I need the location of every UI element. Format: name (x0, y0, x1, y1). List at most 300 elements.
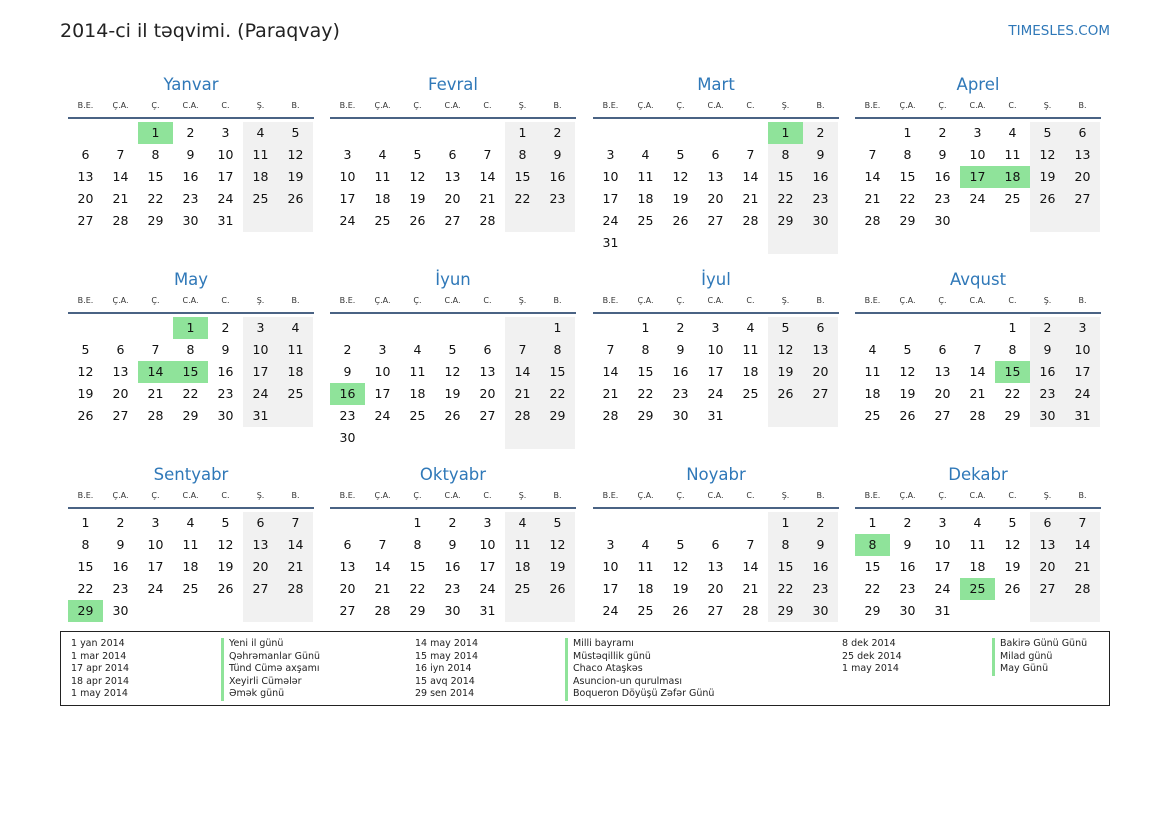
day-cell: 20 (707, 191, 724, 206)
day-cell: 12 (77, 364, 94, 379)
holiday-name: Asuncion-un qurulması (565, 676, 682, 689)
month-3 (593, 74, 839, 254)
empty-cell (138, 600, 173, 622)
day-cell: 17 (934, 559, 951, 574)
empty-cell (278, 405, 313, 427)
day-cell: 18 (278, 361, 313, 383)
day-cell: 29 (540, 405, 575, 427)
day-grid (855, 317, 1100, 427)
day-cell: 11 (505, 534, 540, 556)
day-cell: 7 (278, 512, 313, 534)
empty-cell (505, 600, 540, 622)
weekday-label: Ç.A. (899, 101, 916, 110)
day-cell: 12 (768, 339, 803, 361)
day-cell: 28 (1065, 578, 1100, 600)
day-cell: 5 (278, 122, 313, 144)
holiday-date: 1 may 2014 (71, 688, 128, 699)
day-cell: 3 (973, 125, 982, 140)
day-cell: 6 (483, 342, 492, 357)
day-cell: 19 (409, 191, 426, 206)
day-cell: 20 (934, 386, 951, 401)
day-cell: 2 (676, 320, 685, 335)
day-cell: 22 (768, 188, 803, 210)
day-cell: 11 (637, 169, 654, 184)
empty-cell (278, 600, 313, 622)
day-cell: 17 (1065, 361, 1100, 383)
empty-cell (698, 232, 733, 254)
month-10 (330, 464, 576, 622)
weekday-label: Ç.A. (374, 491, 391, 500)
month-name: İyun (435, 270, 471, 289)
day-cell: 13 (1030, 534, 1065, 556)
day-cell: 10 (147, 537, 164, 552)
day-cell: 21 (864, 191, 881, 206)
weekday-label: Ş. (518, 296, 527, 305)
day-cell: 5 (540, 512, 575, 534)
month-12 (855, 464, 1101, 622)
empty-cell (278, 210, 313, 232)
empty-cell (208, 600, 243, 622)
empty-cell (960, 600, 995, 622)
legend-row (71, 676, 320, 689)
day-cell: 12 (278, 144, 313, 166)
day-cell: 12 (409, 169, 426, 184)
empty-cell (593, 317, 628, 339)
day-cell: 9 (1030, 339, 1065, 361)
weekday-label: Ç.A. (112, 101, 129, 110)
weekday-label: C.A. (444, 296, 461, 305)
day-cell: 26 (77, 408, 94, 423)
month-name: Sentyabr (153, 465, 229, 484)
day-cell: 27 (77, 213, 94, 228)
empty-cell (540, 600, 575, 622)
holiday-name: Boqueron Döyüşü Zəfər Günü (565, 688, 714, 701)
legend-row (415, 651, 714, 664)
empty-cell (400, 122, 435, 144)
day-cell: 2 (116, 515, 125, 530)
day-cell: 28 (147, 408, 164, 423)
day-cell: 13 (112, 364, 129, 379)
weekday-header (330, 98, 576, 119)
day-cell: 12 (217, 537, 234, 552)
weekday-label: Ş. (781, 101, 790, 110)
day-cell: 14 (969, 364, 986, 379)
day-cell: 18 (864, 386, 881, 401)
month-name: Aprel (956, 75, 1000, 94)
day-cell: 17 (374, 386, 391, 401)
legend-row (415, 688, 714, 701)
day-cell: 16 (217, 364, 234, 379)
day-cell: 24 (217, 191, 234, 206)
day-cell: 13 (707, 169, 724, 184)
empty-cell (68, 122, 103, 144)
month-name: May (173, 270, 209, 289)
day-cell: 21 (112, 191, 129, 206)
weekday-label: Ş. (256, 491, 265, 500)
month-5 (68, 269, 314, 427)
day-cell: 25 (409, 408, 426, 423)
day-cell: 1 (413, 515, 422, 530)
day-cell: 12 (672, 169, 689, 184)
holiday-day-cell: 14 (138, 361, 173, 383)
weekday-header (593, 488, 839, 509)
day-cell: 4 (378, 147, 387, 162)
weekday-label: B. (816, 491, 825, 500)
day-cell: 18 (505, 556, 540, 578)
weekday-label: Ş. (518, 491, 527, 500)
day-cell: 25 (243, 188, 278, 210)
day-cell: 19 (768, 361, 803, 383)
holiday-name: Yeni il günü (221, 638, 283, 651)
day-cell: 22 (182, 386, 199, 401)
weekday-header (855, 293, 1101, 314)
weekday-label: C. (746, 491, 755, 500)
day-cell: 26 (217, 581, 234, 596)
day-cell: 29 (768, 600, 803, 622)
day-cell: 20 (1030, 556, 1065, 578)
weekday-label: C. (1008, 296, 1017, 305)
day-cell: 28 (742, 603, 759, 618)
day-cell: 8 (413, 537, 422, 552)
day-cell: 5 (221, 515, 230, 530)
weekday-label: B.E. (602, 296, 619, 305)
holiday-day-cell: 16 (330, 383, 365, 405)
holiday-name: Müstəqillik günü (565, 651, 651, 664)
day-cell: 5 (1030, 122, 1065, 144)
empty-cell (960, 210, 995, 232)
holiday-name: Chaco Ataşkəs (565, 663, 643, 676)
day-cell: 10 (602, 559, 619, 574)
empty-cell (803, 405, 838, 427)
empty-cell (540, 427, 575, 449)
day-cell: 21 (505, 383, 540, 405)
day-cell: 30 (803, 600, 838, 622)
day-cell: 28 (602, 408, 619, 423)
weekday-label: C.A. (182, 101, 199, 110)
day-cell: 30 (217, 408, 234, 423)
day-cell: 15 (77, 559, 94, 574)
day-cell: 3 (243, 317, 278, 339)
day-grid (68, 317, 313, 427)
day-cell: 11 (742, 342, 759, 357)
day-cell: 6 (243, 512, 278, 534)
day-cell: 12 (444, 364, 461, 379)
weekday-label: B. (553, 101, 562, 110)
day-cell: 5 (903, 342, 912, 357)
day-cell: 10 (969, 147, 986, 162)
holiday-date: 15 may 2014 (415, 650, 479, 662)
day-cell: 18 (637, 581, 654, 596)
day-cell: 23 (112, 581, 129, 596)
weekday-label: C.A. (969, 296, 986, 305)
day-cell: 22 (864, 581, 881, 596)
day-cell: 14 (602, 364, 619, 379)
day-cell: 22 (540, 383, 575, 405)
weekday-label: Ç. (151, 491, 160, 500)
day-cell: 24 (934, 581, 951, 596)
day-cell: 29 (147, 213, 164, 228)
month-name: Avqust (949, 270, 1007, 289)
weekday-header (330, 488, 576, 509)
weekday-label: B. (1078, 296, 1087, 305)
holiday-date: 29 sen 2014 (415, 688, 475, 699)
day-cell: 16 (803, 166, 838, 188)
weekday-label: B. (1078, 101, 1087, 110)
day-cell: 3 (606, 537, 615, 552)
day-cell: 1 (868, 515, 877, 530)
empty-cell (435, 122, 470, 144)
weekday-label: Ç. (151, 101, 160, 110)
day-cell: 14 (1065, 534, 1100, 556)
empty-cell (855, 317, 890, 339)
day-cell: 14 (479, 169, 496, 184)
empty-cell (330, 317, 365, 339)
empty-cell (593, 122, 628, 144)
day-cell: 25 (278, 383, 313, 405)
empty-cell (733, 512, 768, 534)
day-cell: 24 (339, 213, 356, 228)
day-cell: 7 (1065, 512, 1100, 534)
day-cell: 8 (903, 147, 912, 162)
day-cell: 29 (768, 210, 803, 232)
day-cell: 22 (899, 191, 916, 206)
weekday-label: C.A. (444, 491, 461, 500)
weekday-label: Ç.A. (637, 491, 654, 500)
day-cell: 9 (186, 147, 195, 162)
day-cell: 22 (1004, 386, 1021, 401)
weekday-label: B. (1078, 491, 1087, 500)
day-cell: 16 (899, 559, 916, 574)
day-cell: 19 (1004, 559, 1021, 574)
weekday-label: B.E. (77, 296, 94, 305)
day-cell: 7 (151, 342, 160, 357)
day-cell: 7 (116, 147, 125, 162)
weekday-label: C. (746, 296, 755, 305)
day-cell: 3 (483, 515, 492, 530)
day-cell: 6 (81, 147, 90, 162)
weekday-label: B.E. (864, 101, 881, 110)
day-cell: 4 (973, 515, 982, 530)
legend-row (415, 663, 714, 676)
day-cell: 30 (444, 603, 461, 618)
weekday-header (330, 293, 576, 314)
day-cell: 4 (413, 342, 422, 357)
day-cell: 9 (221, 342, 230, 357)
day-cell: 30 (672, 408, 689, 423)
day-cell: 24 (374, 408, 391, 423)
day-cell: 10 (374, 364, 391, 379)
day-cell: 14 (112, 169, 129, 184)
weekday-header (855, 98, 1101, 119)
day-cell: 4 (278, 317, 313, 339)
day-cell: 27 (339, 603, 356, 618)
day-cell: 26 (409, 213, 426, 228)
day-cell: 23 (182, 191, 199, 206)
day-cell: 20 (479, 386, 496, 401)
day-cell: 25 (637, 603, 654, 618)
day-cell: 26 (768, 383, 803, 405)
holiday-date: 1 may 2014 (842, 663, 899, 674)
legend-row (71, 688, 320, 701)
day-cell: 25 (742, 386, 759, 401)
weekday-label: B.E. (77, 491, 94, 500)
holiday-day-cell: 18 (995, 166, 1030, 188)
holiday-date: 25 dek 2014 (842, 650, 902, 662)
day-cell: 30 (1030, 405, 1065, 427)
empty-cell (1030, 600, 1065, 622)
day-cell: 1 (505, 122, 540, 144)
weekday-label: Ç.A. (374, 296, 391, 305)
day-cell: 18 (374, 191, 391, 206)
day-grid (330, 122, 575, 232)
day-cell: 6 (938, 342, 947, 357)
day-cell: 13 (77, 169, 94, 184)
holiday-day-cell: 8 (855, 534, 890, 556)
day-cell: 9 (676, 342, 685, 357)
weekday-label: C.A. (707, 101, 724, 110)
empty-cell (628, 122, 663, 144)
holiday-legend (60, 631, 1110, 706)
empty-cell (663, 122, 698, 144)
holiday-date: 17 apr 2014 (71, 663, 130, 674)
weekday-label: C.A. (707, 296, 724, 305)
day-cell: 8 (540, 339, 575, 361)
empty-cell (698, 122, 733, 144)
day-cell: 15 (768, 556, 803, 578)
month-9 (68, 464, 314, 622)
weekday-header (68, 98, 314, 119)
day-cell: 1 (540, 317, 575, 339)
weekday-label: B. (553, 491, 562, 500)
day-cell: 6 (343, 537, 352, 552)
month-8 (855, 269, 1101, 427)
weekday-label: C. (221, 101, 230, 110)
day-cell: 17 (707, 364, 724, 379)
day-cell: 11 (969, 537, 986, 552)
weekday-label: B.E. (77, 101, 94, 110)
day-cell: 7 (746, 537, 755, 552)
holiday-name: Xeyirli Cümələr (221, 676, 302, 689)
weekday-label: B. (816, 296, 825, 305)
empty-cell (330, 512, 365, 534)
empty-cell (540, 210, 575, 232)
empty-cell (400, 317, 435, 339)
holiday-date: 1 mar 2014 (71, 650, 127, 662)
weekday-label: Ş. (781, 491, 790, 500)
day-cell: 19 (1030, 166, 1065, 188)
day-cell: 17 (147, 559, 164, 574)
weekday-label: C. (1008, 101, 1017, 110)
day-grid (593, 317, 838, 427)
weekday-label: Ç. (938, 101, 947, 110)
day-cell: 16 (182, 169, 199, 184)
month-6 (330, 269, 576, 449)
day-cell: 17 (602, 191, 619, 206)
day-cell: 19 (672, 581, 689, 596)
day-cell: 18 (182, 559, 199, 574)
day-cell: 3 (1065, 317, 1100, 339)
day-cell: 29 (182, 408, 199, 423)
day-cell: 6 (711, 537, 720, 552)
day-cell: 29 (899, 213, 916, 228)
day-cell: 22 (637, 386, 654, 401)
day-cell: 6 (1030, 512, 1065, 534)
day-cell: 17 (243, 361, 278, 383)
weekday-label: Ç. (413, 296, 422, 305)
day-cell: 4 (243, 122, 278, 144)
weekday-label: Ş. (518, 101, 527, 110)
day-cell: 24 (602, 213, 619, 228)
day-cell: 31 (217, 213, 234, 228)
day-cell: 5 (1008, 515, 1017, 530)
day-cell: 26 (672, 213, 689, 228)
day-cell: 17 (479, 559, 496, 574)
month-4 (855, 74, 1101, 232)
day-cell: 4 (505, 512, 540, 534)
empty-cell (470, 317, 505, 339)
legend-row (842, 638, 1087, 651)
holiday-date: 16 iyn 2014 (415, 663, 472, 674)
day-cell: 11 (1004, 147, 1021, 162)
weekday-label: Ş. (1043, 491, 1052, 500)
empty-cell (995, 210, 1030, 232)
weekday-label: B.E. (602, 101, 619, 110)
weekday-label: C. (221, 296, 230, 305)
day-cell: 28 (278, 578, 313, 600)
day-cell: 2 (1030, 317, 1065, 339)
empty-cell (1065, 600, 1100, 622)
day-cell: 8 (641, 342, 650, 357)
day-cell: 31 (479, 603, 496, 618)
day-cell: 26 (444, 408, 461, 423)
legend-row (842, 663, 1087, 676)
day-cell: 7 (483, 147, 492, 162)
day-cell: 1 (768, 512, 803, 534)
day-cell: 6 (448, 147, 457, 162)
day-cell: 9 (803, 144, 838, 166)
empty-cell (733, 232, 768, 254)
holiday-date: 15 avq 2014 (415, 675, 475, 687)
day-grid (855, 512, 1100, 622)
day-cell: 18 (243, 166, 278, 188)
day-cell: 12 (540, 534, 575, 556)
month-11 (593, 464, 839, 622)
legend-row (842, 651, 1087, 664)
day-cell: 16 (803, 556, 838, 578)
day-cell: 23 (899, 581, 916, 596)
day-cell: 2 (938, 125, 947, 140)
day-cell: 2 (186, 125, 195, 140)
day-cell: 31 (934, 603, 951, 618)
day-cell: 23 (540, 188, 575, 210)
day-cell: 20 (1065, 166, 1100, 188)
weekday-label: Ş. (781, 296, 790, 305)
day-cell: 28 (112, 213, 129, 228)
day-cell: 19 (217, 559, 234, 574)
day-cell: 6 (1065, 122, 1100, 144)
empty-cell (1030, 210, 1065, 232)
day-grid (593, 122, 838, 254)
day-cell: 21 (742, 581, 759, 596)
day-cell: 19 (672, 191, 689, 206)
holiday-name: Qəhrəmanlar Günü (221, 651, 320, 664)
weekday-label: Ş. (256, 296, 265, 305)
empty-cell (925, 317, 960, 339)
day-cell: 7 (746, 147, 755, 162)
day-cell: 23 (444, 581, 461, 596)
day-cell: 19 (77, 386, 94, 401)
site-link[interactable]: TIMESLES.COM (1008, 23, 1110, 39)
